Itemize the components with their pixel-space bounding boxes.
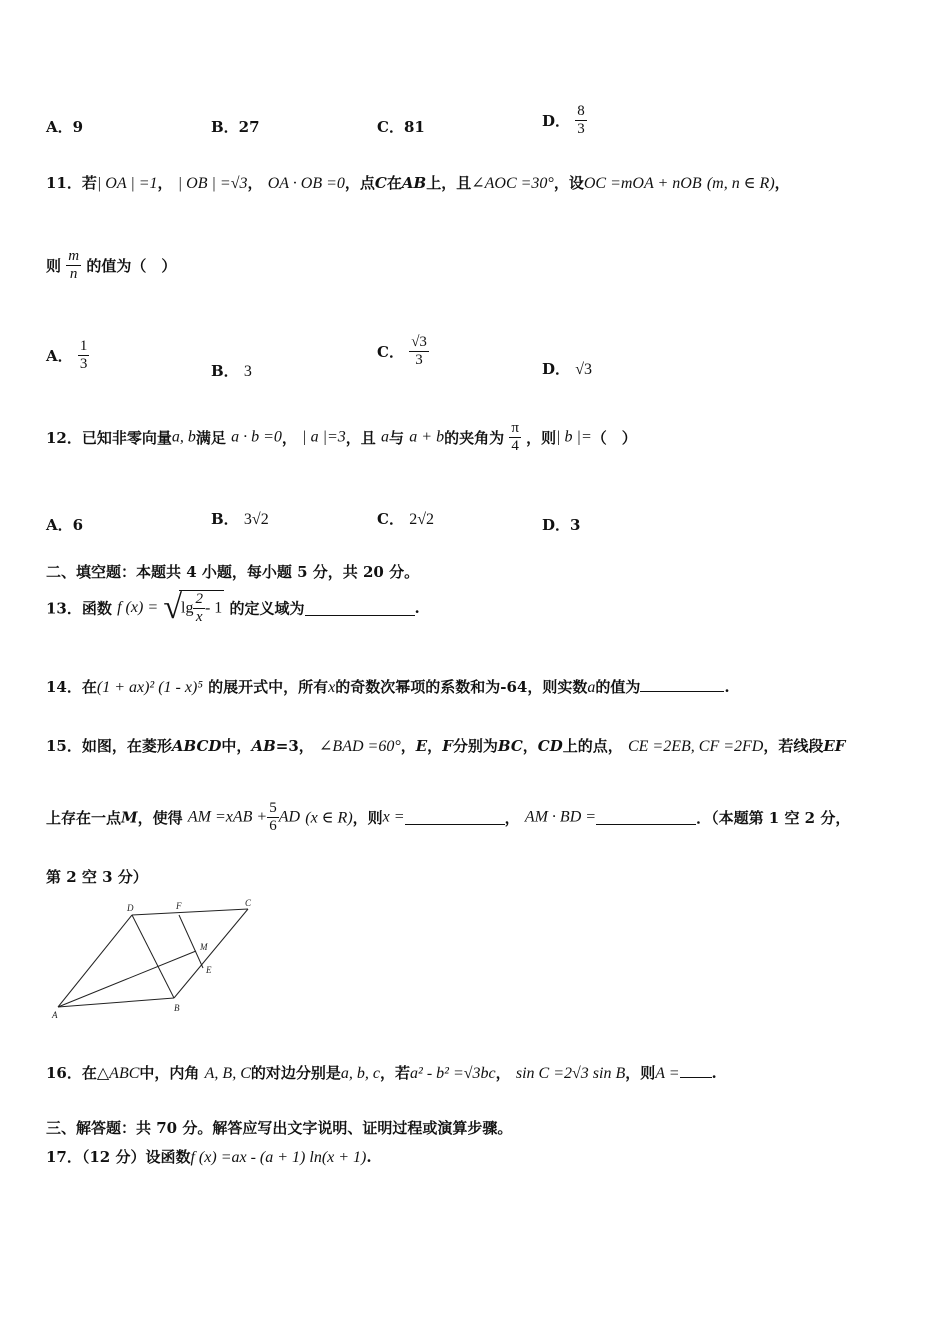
label-b: B	[174, 1003, 180, 1013]
q10-option-b: B．27	[211, 118, 260, 136]
label-m: M	[200, 942, 208, 952]
q12-option-a: A．6	[46, 516, 84, 534]
q10-option-c: C．81	[377, 118, 425, 136]
label-d: D	[127, 903, 134, 913]
label-e: E	[206, 965, 212, 975]
diagonal-bd	[132, 915, 174, 998]
question-11-line-2: 则 $\frac{m}{n}$ 的值为（ ）	[46, 248, 177, 282]
question-15-line-1: 15．如图，在菱形ABCD中，AB=3， ∠BAD =60°，E，F分别为BC，CD上的点， CE =2EB, CF =2FD，若线段EF	[46, 737, 846, 755]
question-15-line-2: 上存在一点M，使得 AM =xAB + $\frac{5}{6}$ AD (x ∈ R)，则x = ， AM · BD = ．（本题第 1 空 2 分，	[46, 800, 851, 834]
question-16: 16．在△ABC中，内角 A, B, C的对边分别是a, b, c，若a² - b² =√3bc， sin C =2√3 sin B，则A = .	[46, 1064, 717, 1082]
segment-am	[58, 951, 196, 1007]
edge-da	[58, 915, 132, 1007]
answer-blank-dot-product[interactable]	[596, 810, 696, 825]
question-13: 13．函数 f (x) = √lg $\frac{2}{x}$ - 1 的定义域为 .	[46, 589, 420, 626]
q11-option-c: C． $\frac{√3}{3}$	[377, 334, 427, 368]
question-14: 14．在(1 + ax)² (1 - x)⁵ 的展开式中，所有x的奇数次幂项的系数和为-64，则实数a的值为 .	[46, 678, 730, 696]
q12-option-d: D．3	[542, 516, 581, 534]
label-c: C	[245, 898, 252, 908]
q11-option-d: D． √3	[542, 360, 593, 378]
radicand: lg $\frac{2}{x}$ - 1	[181, 591, 223, 625]
answer-blank[interactable]	[640, 677, 724, 692]
answer-blank[interactable]	[305, 601, 415, 616]
q15-fraction-5-over-6: $\frac{5}{6}$	[269, 800, 277, 834]
q11-option-b: B． 3	[211, 362, 252, 380]
q12-fraction-pi-over-4: $\frac{\pi}{4}$	[511, 420, 519, 454]
q10-option-d-fraction: $\frac{8}{3}$	[577, 103, 585, 137]
edge-bc	[174, 909, 248, 998]
q12-option-c: C． 2√2	[377, 510, 434, 528]
question-11-line-1: 11．若| OA | =1， | OB | =√3， OA · OB =0，点C在AB上，且∠AOC =30°，设OC =mOA + nOB (m, n ∈ R)，	[46, 174, 790, 192]
edge-cd	[132, 909, 248, 915]
question-17: 17．（12 分）设函数f (x) =ax - (a + 1) ln(x + 1).	[46, 1148, 372, 1166]
q10-option-d: D． $\frac{8}{3}$	[542, 103, 585, 137]
rhombus-figure	[46, 895, 266, 1020]
section-2-heading: 二、填空题：本题共 4 小题，每小题 5 分，共 20 分。	[46, 563, 420, 581]
edge-ab	[58, 998, 174, 1007]
square-root-sign: √	[163, 589, 183, 626]
q11-option-a: A． $\frac{1}{3}$	[46, 338, 88, 372]
answer-blank[interactable]	[680, 1063, 712, 1078]
label-a: A	[52, 1010, 58, 1020]
label-f: F	[176, 901, 182, 911]
q11-fraction-m-over-n: $\frac{m}{n}$	[68, 248, 80, 282]
q12-option-b: B． 3√2	[211, 510, 269, 528]
answer-blank-x[interactable]	[405, 810, 505, 825]
question-15-line-3: 第 2 空 3 分）	[46, 868, 148, 886]
section-3-heading: 三、解答题：共 70 分。解答应写出文字说明、证明过程或演算步骤。	[46, 1119, 513, 1137]
question-12: 12．已知非零向量a, b满足 a · b =0， | a |=3，且 a与 a + b的夹角为 $\frac{\pi}{4}$ ，则| b |=（ ）	[46, 420, 637, 454]
q10-option-a: A．9	[46, 118, 84, 136]
